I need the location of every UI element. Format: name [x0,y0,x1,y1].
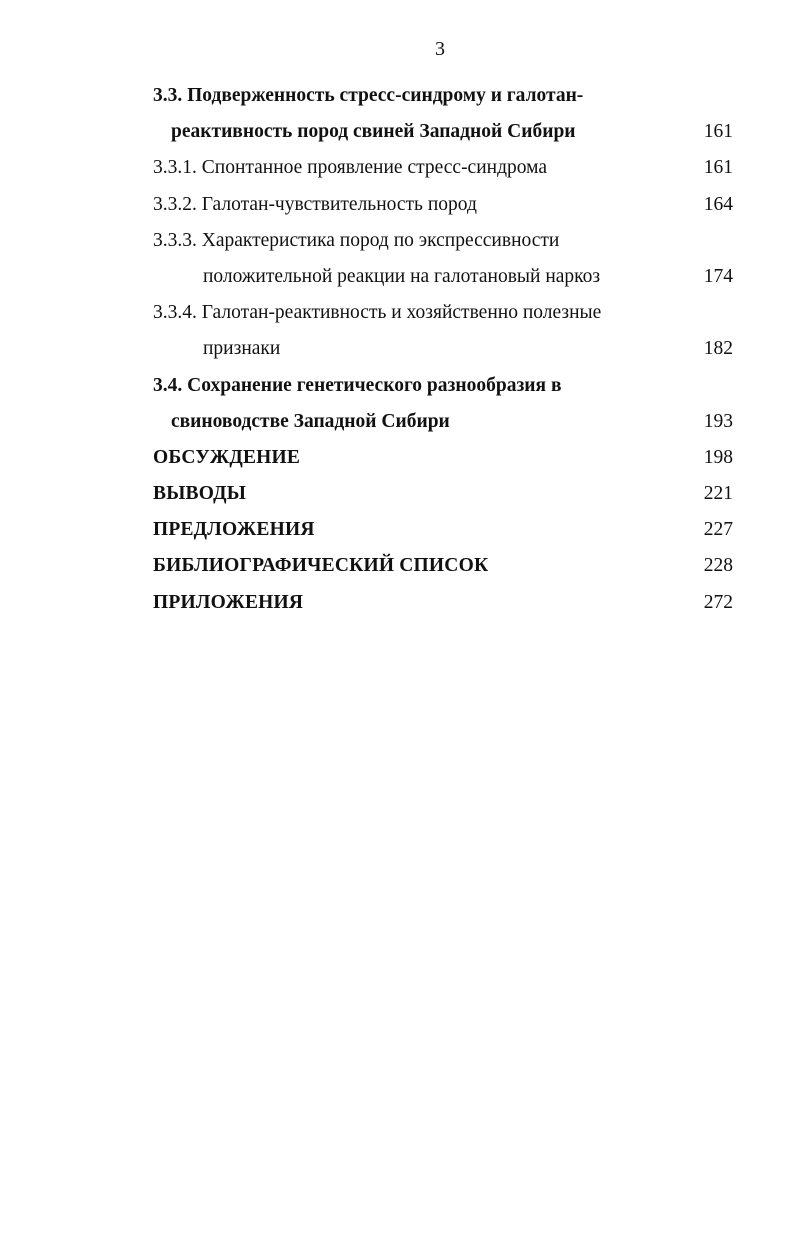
toc-entry [153,150,733,186]
toc-entry [153,187,733,223]
toc-entry-title: свиноводстве Западной Сибири [171,410,450,432]
toc-entry-page: 161 [703,121,733,143]
toc-entry-title: 3.3.4. Галотан-реактивность и хозяйственно полезные [153,302,602,324]
toc-entry [153,223,733,259]
toc-entry-title: ПРЕДЛОЖЕНИЯ [153,519,315,541]
toc-entry-title: 3.3.1. Спонтанное проявление стресс-синдрома [153,157,547,179]
toc-entry-page: 193 [703,410,733,432]
toc-entry-page: 174 [703,265,733,287]
toc-entry-title: 3.4. Сохранение генетического разнообразия в [153,374,562,396]
toc-entry [153,476,733,512]
toc-entry-title: БИБЛИОГРАФИЧЕСКИЙ СПИСОК [153,555,489,577]
toc-entry [153,548,733,584]
toc-entry-title: ПРИЛОЖЕНИЯ [153,591,304,613]
toc-entry [153,404,733,440]
toc-entry [153,331,733,367]
toc-entry-title: 3.3. Подверженность стресс-синдрому и галотан- [153,85,584,106]
toc-entry [153,259,733,295]
toc-entry-title: ОБСУЖДЕНИЕ [153,446,301,468]
table-of-contents [153,78,733,621]
toc-entry [153,78,733,114]
toc-entry-title: 3.3.2. Галотан-чувствительность пород [153,193,477,215]
toc-entry-page: 198 [703,446,733,468]
toc-entry-page: 161 [703,157,733,179]
toc-entry [153,440,733,476]
toc-entry-title: признаки [203,338,281,360]
toc-entry-title: реактивность пород свиней Западной Сибири [171,121,576,143]
toc-entry [153,295,733,331]
toc-entry [153,114,733,150]
toc-entry-title: положительной реакции на галотановый наркоз [203,265,601,287]
toc-entry-page: 272 [703,591,733,613]
toc-entry [153,585,733,621]
toc-entry-page: 228 [703,555,733,577]
toc-entry-title: ВЫВОДЫ [153,483,247,505]
toc-entry-page: 182 [703,338,733,360]
toc-entry [153,368,733,404]
toc-entry-page: 227 [703,519,733,541]
page-number: 3 [435,38,445,60]
toc-entry-page: 221 [703,483,733,505]
toc-entry-page: 164 [703,193,733,215]
toc-entry [153,512,733,548]
toc-entry-title: 3.3.3. Характеристика пород по экспрессивности [153,229,560,251]
